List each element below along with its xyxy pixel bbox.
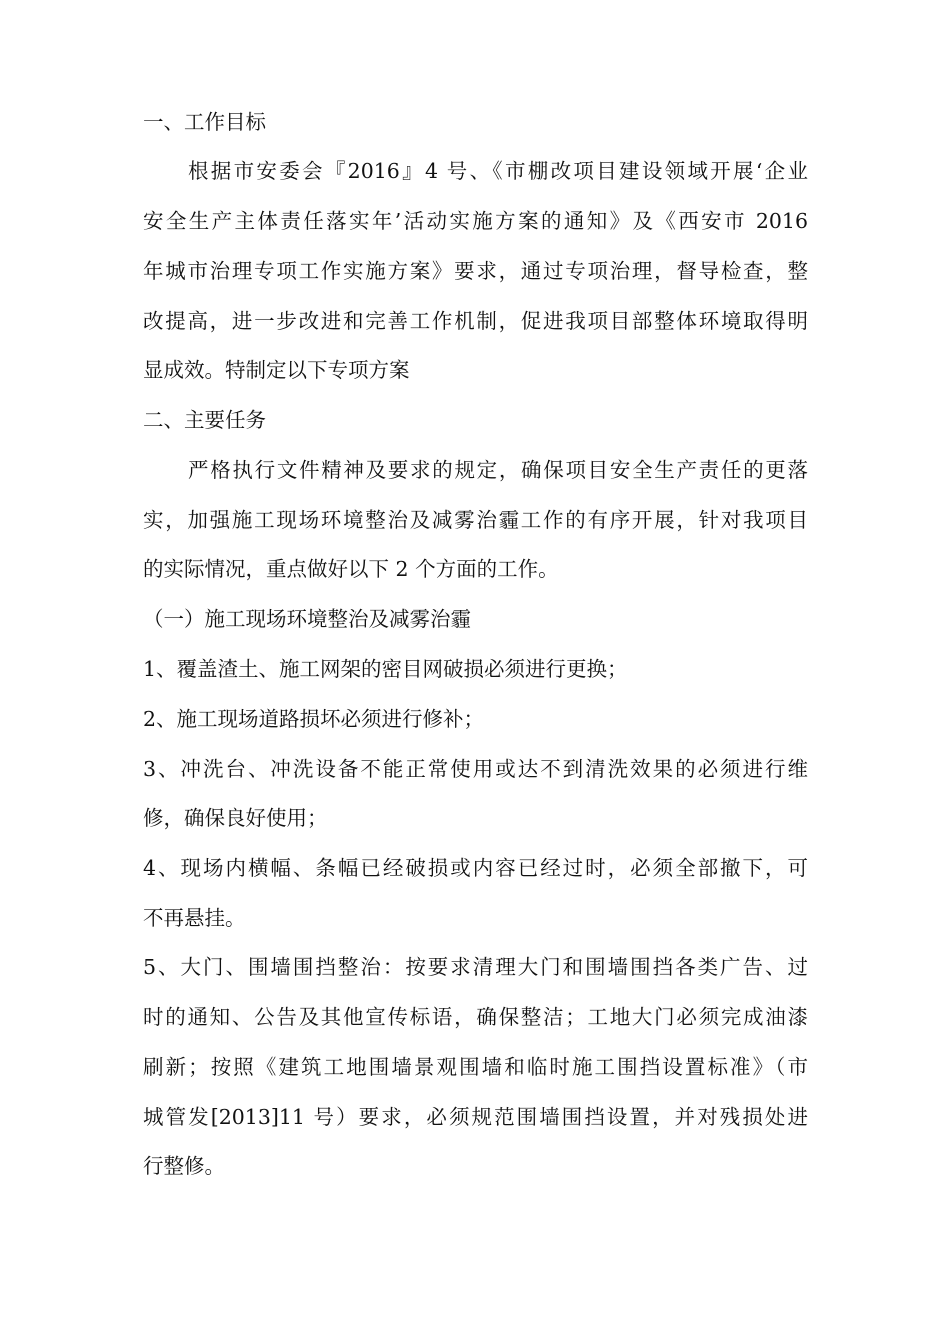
paragraph-line: 的实际情况，重点做好以下 2 个方面的工作。 (143, 557, 559, 581)
paragraph-line: 严格执行文件精神及要求的规定，确保项目安全生产责任的更落 (188, 458, 808, 482)
list-item-line: 行整修。 (143, 1154, 225, 1178)
paragraph-line: 根据市安委会『2016』4 号、《市棚改项目建设领域开展‘企业 (188, 159, 808, 183)
list-item-line: 不再悬挂。 (143, 906, 246, 930)
list-item-1: 1、覆盖渣土、施工网架的密目网破损必须进行更换； (143, 657, 628, 681)
list-item-line: 5、大门、围墙围挡整治：按要求清理大门和围墙围挡各类广告、过 (143, 955, 808, 979)
paragraph-line: 改提高，进一步改进和完善工作机制，促进我项目部整体环境取得明 (143, 309, 808, 333)
list-item-line: 4、现场内横幅、条幅已经破损或内容已经过时，必须全部撤下，可 (143, 856, 808, 880)
paragraph-line: 显成效。特制定以下专项方案 (143, 358, 410, 382)
paragraph-line: 年城市治理专项工作实施方案》要求，通过专项治理，督导检查，整 (143, 259, 808, 283)
paragraph-line: 实，加强施工现场环境整治及减雾治霾工作的有序开展，针对我项目 (143, 508, 808, 532)
list-item-2: 2、施工现场道路损坏必须进行修补； (143, 707, 485, 731)
list-item-line: 3、冲洗台、冲洗设备不能正常使用或达不到清洗效果的必须进行维 (143, 757, 808, 781)
list-item-line: 时的通知、公告及其他宣传标语，确保整洁；工地大门必须完成油漆 (143, 1005, 808, 1029)
list-item-line: 刷新；按照《建筑工地围墙景观围墙和临时施工围挡设置标准》（市 (143, 1055, 808, 1079)
section-heading-main-tasks: 二、主要任务 (143, 408, 266, 432)
list-item-line: 城管发[2013]11 号）要求，必须规范围墙围挡设置，并对残损处进 (143, 1105, 808, 1129)
paragraph-line: 安全生产主体责任落实年’活动实施方案的通知》及《西安市 2016 (143, 209, 808, 233)
section-heading-work-goal: 一、工作目标 (143, 110, 266, 134)
list-item-line: 修，确保良好使用； (143, 806, 328, 830)
subsection-heading-site-environment: （一）施工现场环境整治及减雾治霾 (143, 607, 471, 631)
